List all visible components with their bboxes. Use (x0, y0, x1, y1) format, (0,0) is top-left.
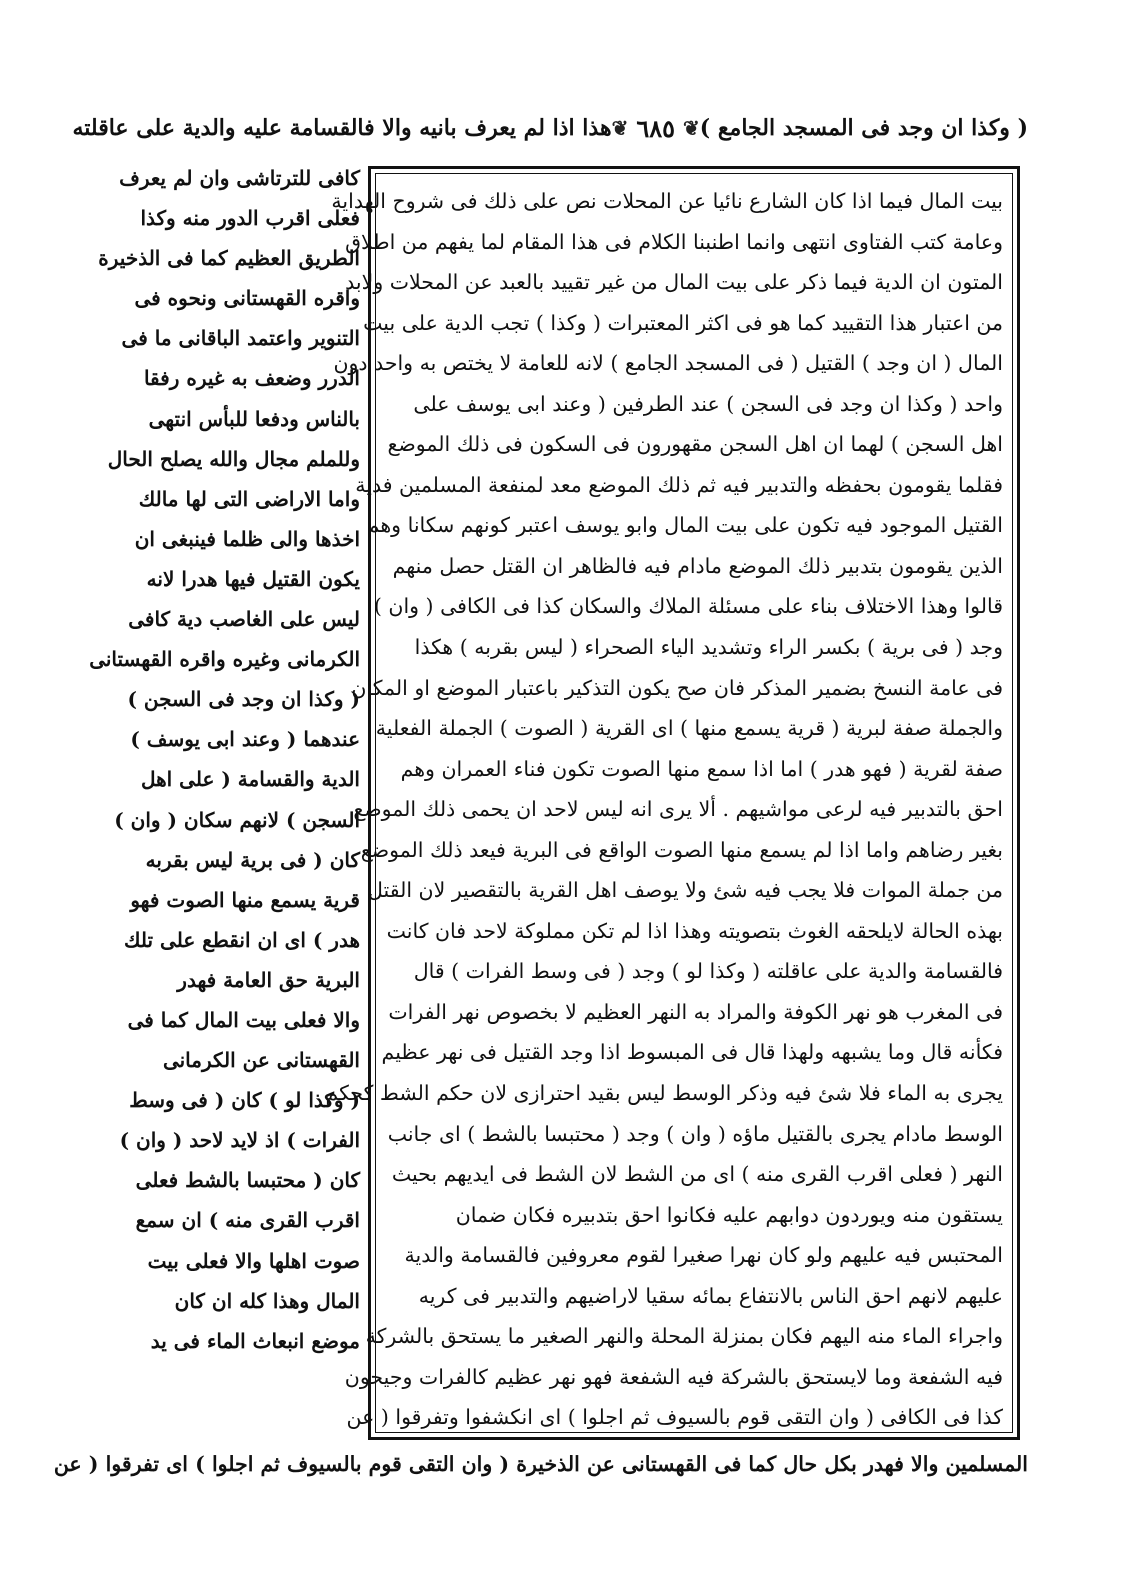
main-text-line: فى عامة النسخ بضمير المذكر فان صح يكون التذكير باعتبار الموضع او المكان (351, 675, 1003, 700)
main-commentary-text (325, 181, 1003, 1431)
margin-text-line: السجن ) لانهم سكان ( وان ) (114, 807, 360, 832)
page-footer-text (53, 1444, 1028, 1484)
main-text-line: عليهم لانهم احق الناس بالانتفاع بمائه سقيا لاراضيهم والتدبير فى كريه (418, 1283, 1003, 1308)
margin-text-line: فعلى اقرب الدور منه وكذا (140, 206, 360, 231)
margin-text-line: القهستانى عن الكرمانى (162, 1048, 360, 1073)
main-text-line: المال ( ان وجد ) القتيل ( فى المسجد الجامع ) لانه للعامة لا يختص به واحد دون (333, 351, 1003, 376)
margin-text-line: هدر ) اى ان انقطع على تلك (124, 927, 360, 952)
margin-text-line: بالناس ودفعا للبأس انتهى (148, 406, 360, 431)
ornament-icon: ❦ (611, 116, 629, 140)
main-text-line: بيت المال فيما اذا كان الشارع نائيا عن المحلات نص على ذلك فى شروح الهداية (331, 189, 1003, 213)
margin-text-line: صوت اهلها والا فعلى بيت (147, 1248, 360, 1273)
footer-text-line: المسلمين والا فهدر بكل حال كما فى القهستانى عن الذخيرة ( وان التقى قوم بالسيوف ثم اجلوا ) اى تفرقوا ( عن (53, 1452, 1028, 1476)
margin-text-line: ( وكذا ان وجد فى السجن ) (127, 687, 360, 712)
margin-text-line: والا فعلى بيت المال كما فى (127, 1007, 360, 1032)
margin-text-line: واما الاراضى التى لها مالك (138, 486, 360, 511)
page-number-group (612, 114, 700, 143)
header-right-text: ( وكذا ان وجد فى المسجد الجامع ) (699, 115, 1028, 141)
margin-text-line: الدرر وضعف به غيره رفقا (143, 366, 360, 391)
main-text-line: بهذه الحالة لايلحقه الغوث بتصويته وهذا اذا لم تكن مملوكة لاحد فان كانت (386, 918, 1003, 943)
margin-text-line: كافى للترتاشى وان لم يعرف (119, 166, 360, 190)
main-text-line: اهل السجن ) لهما ان اهل السجن مقهورون فى السكون فى ذلك الموضع (387, 432, 1003, 457)
main-text-line: الذين يقومون بتدبير ذلك الموضع مادام فيه فالظاهر ان القتل حصل منهم (392, 553, 1003, 578)
header-left-text: هذا اذا لم يعرف بانيه والا فالقسامة عليه والدية على عاقلته (72, 115, 612, 141)
main-text-line: كذا فى الكافى ( وان التقى قوم بالسيوف ثم اجلوا ) اى انكشفوا وتفرقوا ( عن (346, 1405, 1003, 1430)
main-text-line: فالقسامة والدية على عاقلته ( وكذا لو ) وجد ( فى وسط الفرات ) قال (413, 959, 1003, 984)
main-text-line: الوسط مادام يجرى بالقتيل ماؤه ( وان ) وجد ( محتبسا بالشط ) اى جانب (387, 1121, 1003, 1146)
margin-text-line: موضع انبعاث الماء فى يد (150, 1328, 360, 1353)
margin-text-line: ( وكذا لو ) كان ( فى وسط (129, 1088, 360, 1113)
margin-text-line: وللملم مجال والله يصلح الحال (107, 446, 360, 471)
margin-text-line: قرية يسمع منها الصوت فهو (130, 887, 360, 912)
margin-text-line: عندهما ( وعند ابى يوسف ) (130, 727, 360, 752)
margin-text-line: واقره القهستانى ونحوه فى (134, 286, 360, 311)
margin-text-line: الدية والقسامة ( على اهل (140, 767, 360, 792)
main-text-line: يجرى به الماء فلا شئ فيه وذكر الوسط ليس بقيد احترازى لان حكم الشط كحكم (325, 1081, 1003, 1106)
main-text-line: بغير رضاهم واما اذا لم يسمع منها الصوت الواقع فى البرية فيعد ذلك الموضع (360, 837, 1003, 862)
main-text-line: النهر ( فعلى اقرب القرى منه ) اى من الشط لان الشط فى ايديهم بحيث (391, 1162, 1003, 1187)
main-text-line: وجد ( فى برية ) بكسر الراء وتشديد الياء الصحراء ( ليس بقربه ) هكذا (414, 635, 1003, 660)
main-text-line: قالوا وهذا الاختلاف بناء على مسئلة الملاك والسكان كذا فى الكافى ( وان ) (373, 594, 1003, 619)
main-text-line: واحد ( وكذا ان وجد فى السجن ) عند الطرفين ( وعند ابى يوسف على (413, 391, 1003, 416)
margin-text-line: البرية حق العامة فهدر (177, 967, 360, 992)
margin-text-line: المال وهذا كله ان كان (174, 1288, 360, 1313)
margin-text-line: الفرات ) اذ لايد لاحد ( وان ) (119, 1128, 360, 1153)
main-text-line: واجراء الماء منه اليهم فكان بمنزلة المحلة والنهر الصغير ما يستحق بالشركة (365, 1324, 1003, 1349)
main-text-line: من اعتبار هذا التقييد كما هو فى اكثر المعتبرات ( وكذا ) تجب الدية على بيت (363, 310, 1003, 335)
margin-text-line: الكرمانى وغيره واقره القهستانى (89, 647, 360, 672)
margin-text-line: اخذها والى ظلما فينبغى ان (134, 526, 360, 551)
main-text-line: فكأنه قال وما يشبهه ولهذا قال فى المبسوط اذا وجد القتيل فى نهر عظيم (381, 1040, 1003, 1065)
main-text-line: يستقون منه ويوردون دوابهم عليه فكانوا احق بتدبيره فكان ضمان (455, 1202, 1003, 1227)
margin-text-line: كان ( محتبسا بالشط فعلى (135, 1168, 360, 1193)
margin-commentary-column (89, 158, 360, 1440)
main-text-line: المحتبس فيه عليهم ولو كان نهرا صغيرا لقوم معروفين فالقسامة والدية (404, 1243, 1003, 1268)
main-text-line: المتون ان الدية فيما ذكر على بيت المال من غير تقييد بالعبد عن المحلات ولابد (345, 270, 1003, 295)
main-text-line: فقلما يقومون بحفظه والتدبير فيه ثم ذلك الموضع معد لمنفعة المسلمين فدية (355, 472, 1003, 497)
main-text-line: فيه الشفعة وما لايستحق بالشركة فيه الشفعة فهو نهر عظيم كالفرات وجيحون (344, 1364, 1003, 1389)
margin-text-line: التنوير واعتمد الباقانى ما فى (121, 326, 360, 351)
main-text-line: القتيل الموجود فيه تكون على بيت المال وابو يوسف اعتبر كونهم سكانا وهم (366, 513, 1003, 538)
margin-text-line: كان ( فى برية ليس بقربه (145, 847, 360, 872)
main-text-line: صفة لقرية ( فهو هدر ) اما اذا سمع منها الصوت تكون فناء العمران وهم (400, 756, 1003, 781)
margin-text-line: الطريق العظيم كما فى الذخيرة (98, 246, 360, 271)
margin-text-line: يكون القتيل فيها هدرا لانه (146, 566, 360, 591)
page-number: ٦٨٥ (636, 113, 676, 143)
main-text-line: وعامة كتب الفتاوى انتهى وانما اطنبنا الكلام فى هذا المقام لما يفهم من اطلاق (345, 229, 1003, 254)
margin-text-line: ليس على الغاصب دية كافى (128, 607, 360, 632)
page-header (72, 104, 1028, 152)
main-text-line: فى المغرب هو نهر الكوفة والمراد به النهر العظيم لا بخصوص نهر الفرات (388, 999, 1003, 1024)
main-text-line: والجملة صفة لبرية ( قرية يسمع منها ) اى القرية ( الصوت ) الجملة الفعلية (375, 716, 1003, 741)
main-text-frame (325, 166, 1020, 1440)
main-text-line: من جملة الموات فلا يجب فيه شئ ولا يوصف اهل القرية بالتقصير لان القتل (368, 878, 1003, 903)
main-text-line: احق بالتدبير فيه لرعى مواشيهم . ألا يرى انه ليس لاحد ان يحمى ذلك الموضع (353, 797, 1003, 822)
ornament-icon: ❦ (683, 116, 700, 140)
margin-text-line: اقرب القرى منه ) ان سمع (135, 1208, 360, 1233)
